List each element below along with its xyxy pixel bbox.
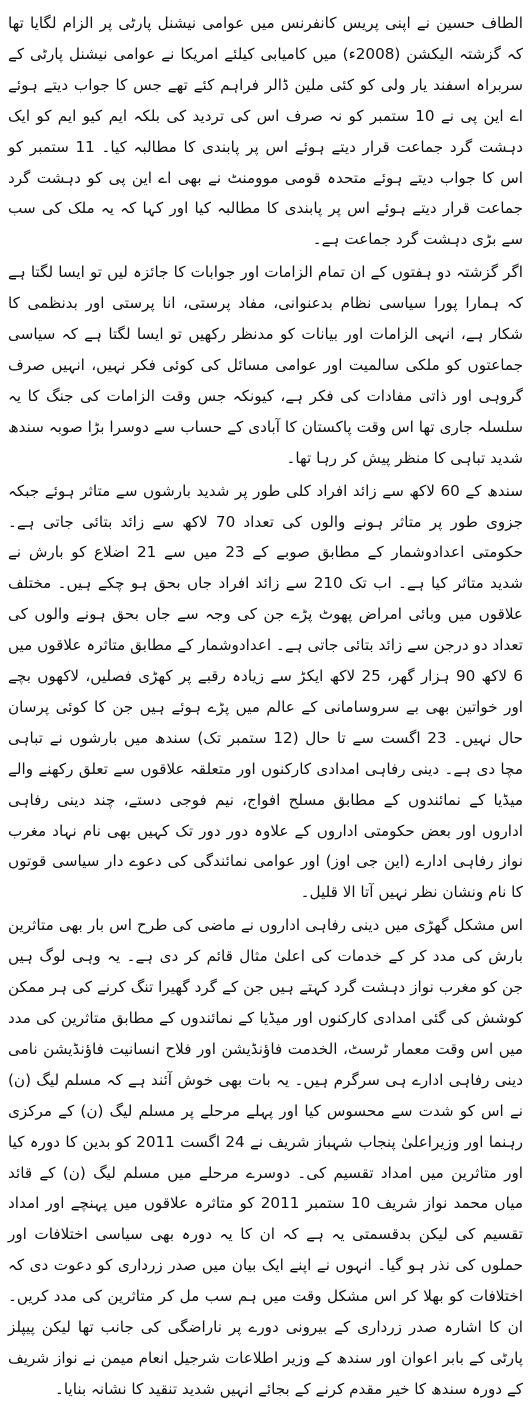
article-paragraph-2: اگر گزشتہ دو ہفتوں کے ان تمام الزامات اور جوابات کا جائزہ لیں تو ایسا لگتا ہے کہ ہمارا پورا سیاسی نظام بدعنوانی، مفاد پرستی، انا پرستی اور بدنظمی کا شکار ہے، انہی الزامات اور بیانات کو مدنظر رکھیں تو ایسا لگتا ہے کہ سیاسی جماعتوں کو ملکی سالمیت اور عوامی مسائل کی کوئی فکر نہیں، انہیں صرف گروہی اور ذاتی مفادات کی فکر ہے، کیونکہ جس وقت الزامات کی جنگ کا یہ سلسلہ جاری تھا اس وقت پاکستان کا آبادی کے حساب سے دوسرا بڑا صوبہ سندھ شدید تباہی کا منظر پیش کر رہا تھا۔ [8,263,523,467]
article-paragraph-4: اس مشکل گھڑی میں دینی رفاہی اداروں نے ماضی کی طرح اس بار بھی متاثرین بارش کی مدد کر کے خدمات کی اعلیٰ مثال قائم کر دی ہے۔ یہ وہی لوگ ہیں جن کو مغرب نواز دہشت گرد کہتے ہیں جن کے گرد گھیرا تنگ کرنے کی ہر ممکن کوشش کی گئی امدادی کارکنوں اور میڈیا کے نمائندوں کے مطابق متاثرین کی مدد میں اس وقت معمار ٹرسٹ، الخدمت فاؤنڈیشن اور فلاح انسانیت فاؤنڈیشن نامی دینی رفاہی ادارے ہی سرگرم ہیں۔ یہ بات بھی خوش آئند ہے کہ مسلم لیگ (ن) نے اس کو شدت سے محسوس کیا اور پہلے مرحلے پر مسلم لیگ (ن) کے مرکزی رہنما اور وزیراعلیٰ پنجاب شہباز شریف نے 24 اگست 2011 کو بدین کا دورہ کیا اور متاثرین میں امداد تقسیم کی۔ دوسرے مرحلے میں مسلم لیگ (ن) کے قائد میاں محمد نواز شریف 10 ستمبر 2011 کو متاثرہ علاقوں میں پہنچے اور امداد تقسیم کی لیکن بدقسمتی یہ ہے کہ ان کا یہ دورہ بھی سیاسی اختلافات اور حملوں کی نذر ہو گیا۔ انہوں نے اپنے ایک بیان میں صدر زرداری کو دعوت دی کہ اختلافات کو بھلا کر اس مشکل وقت میں ہم سب مل کر متاثرین کی مدد کریں۔ ان کا اشارہ صدر زرداری کے بیرونی دورے پر ناراضگی کی جانب تھا لیکن پیپلز پارٹی کے بابر اعوان اور سندھ کے وزیر اطلاعات شرجیل انعام میمن نے نواز شریف کے دورہ سندھ کا خیر مقدم کرنے کے بجائے انہیں شدید تنقید کا نشانہ بنایا۔ [8,916,523,1398]
article-paragraph-1: الطاف حسین نے اپنی پریس کانفرنس میں عوامی نیشنل پارٹی پر الزام لگایا تھا کہ گزشتہ الیکشن (2008ء) میں کامیابی کیلئے امریکا نے عوامی نیشنل پارٹی کے سربراہ اسفند یار ولی کو کئی ملین ڈالر فراہم کئے تھے جس کا جواب دیتے ہوئے اے این پی نے 10 ستمبر کو نہ صرف اس کی تردید کی بلکہ ایم کیو ایم کو ایک دہشت گرد جماعت قرار دیتے ہوئے اس پر پابندی کا مطالبہ کیا۔ 11 ستمبر کو اس کا جواب دیتے ہوئے متحدہ قومی موومنٹ نے بھی اے این پی کو دہشت گرد جماعت قرار دیتے ہوئے اس پر پابندی کا مطالبہ کیا اور کہا کہ یہ ملک کی سب سے بڑی دہشت گرد جماعت ہے۔ [8,14,523,249]
article-paragraph-3: سندھ کے 60 لاکھ سے زائد افراد کلی طور پر شدید بارشوں سے متاثر ہوئے جبکہ جزوی طور پر متاثر ہونے والوں کی تعداد 70 لاکھ سے زائد بتائی جاتی ہے۔ حکومتی اعدادوشمار کے مطابق صوبے کے 23 میں سے 21 اضلاع کو بارش نے شدید متاثر کیا ہے۔ اب تک 210 سے زائد افراد جاں بحق ہو چکے ہیں۔ مختلف علاقوں میں وبائی امراض پھوٹ پڑے جن کی وجہ سے جاں بحق ہونے والوں کی تعداد دو درجن سے زائد بتائی جاتی ہے۔ اعدادوشمار کے مطابق متاثرہ علاقوں میں 6 لاکھ 90 ہزار گھر، 25 لاکھ ایکڑ سے زیادہ رقبے پر کھڑی فصلیں، لاکھوں بچے اور خواتین بھی بے سروسامانی کے عالم میں پڑے ہوئے ہیں جن کا کوئی پرسان حال نہیں۔ 23 اگست سے تا حال (12 ستمبر تک) سندھ میں بارشوں نے تباہی مچا دی ہے۔ دینی رفاہی امدادی کارکنوں اور متعلقہ علاقوں سے تعلق رکھنے والے میڈیا کے نمائندوں کے مطابق مسلح افواج، نیم فوجی دستے، چند دینی رفاہی اداروں اور بعض حکومتی اداروں کے علاوہ دور دور تک کہیں بھی نام نہاد مغرب نواز رفاہی ادارے (این جی اوز) اور عوامی نمائندگی کی دعوے دار سیاسی قوتوں کا نام ونشان نظر نہیں آتا الا قلیل۔ [8,481,523,902]
